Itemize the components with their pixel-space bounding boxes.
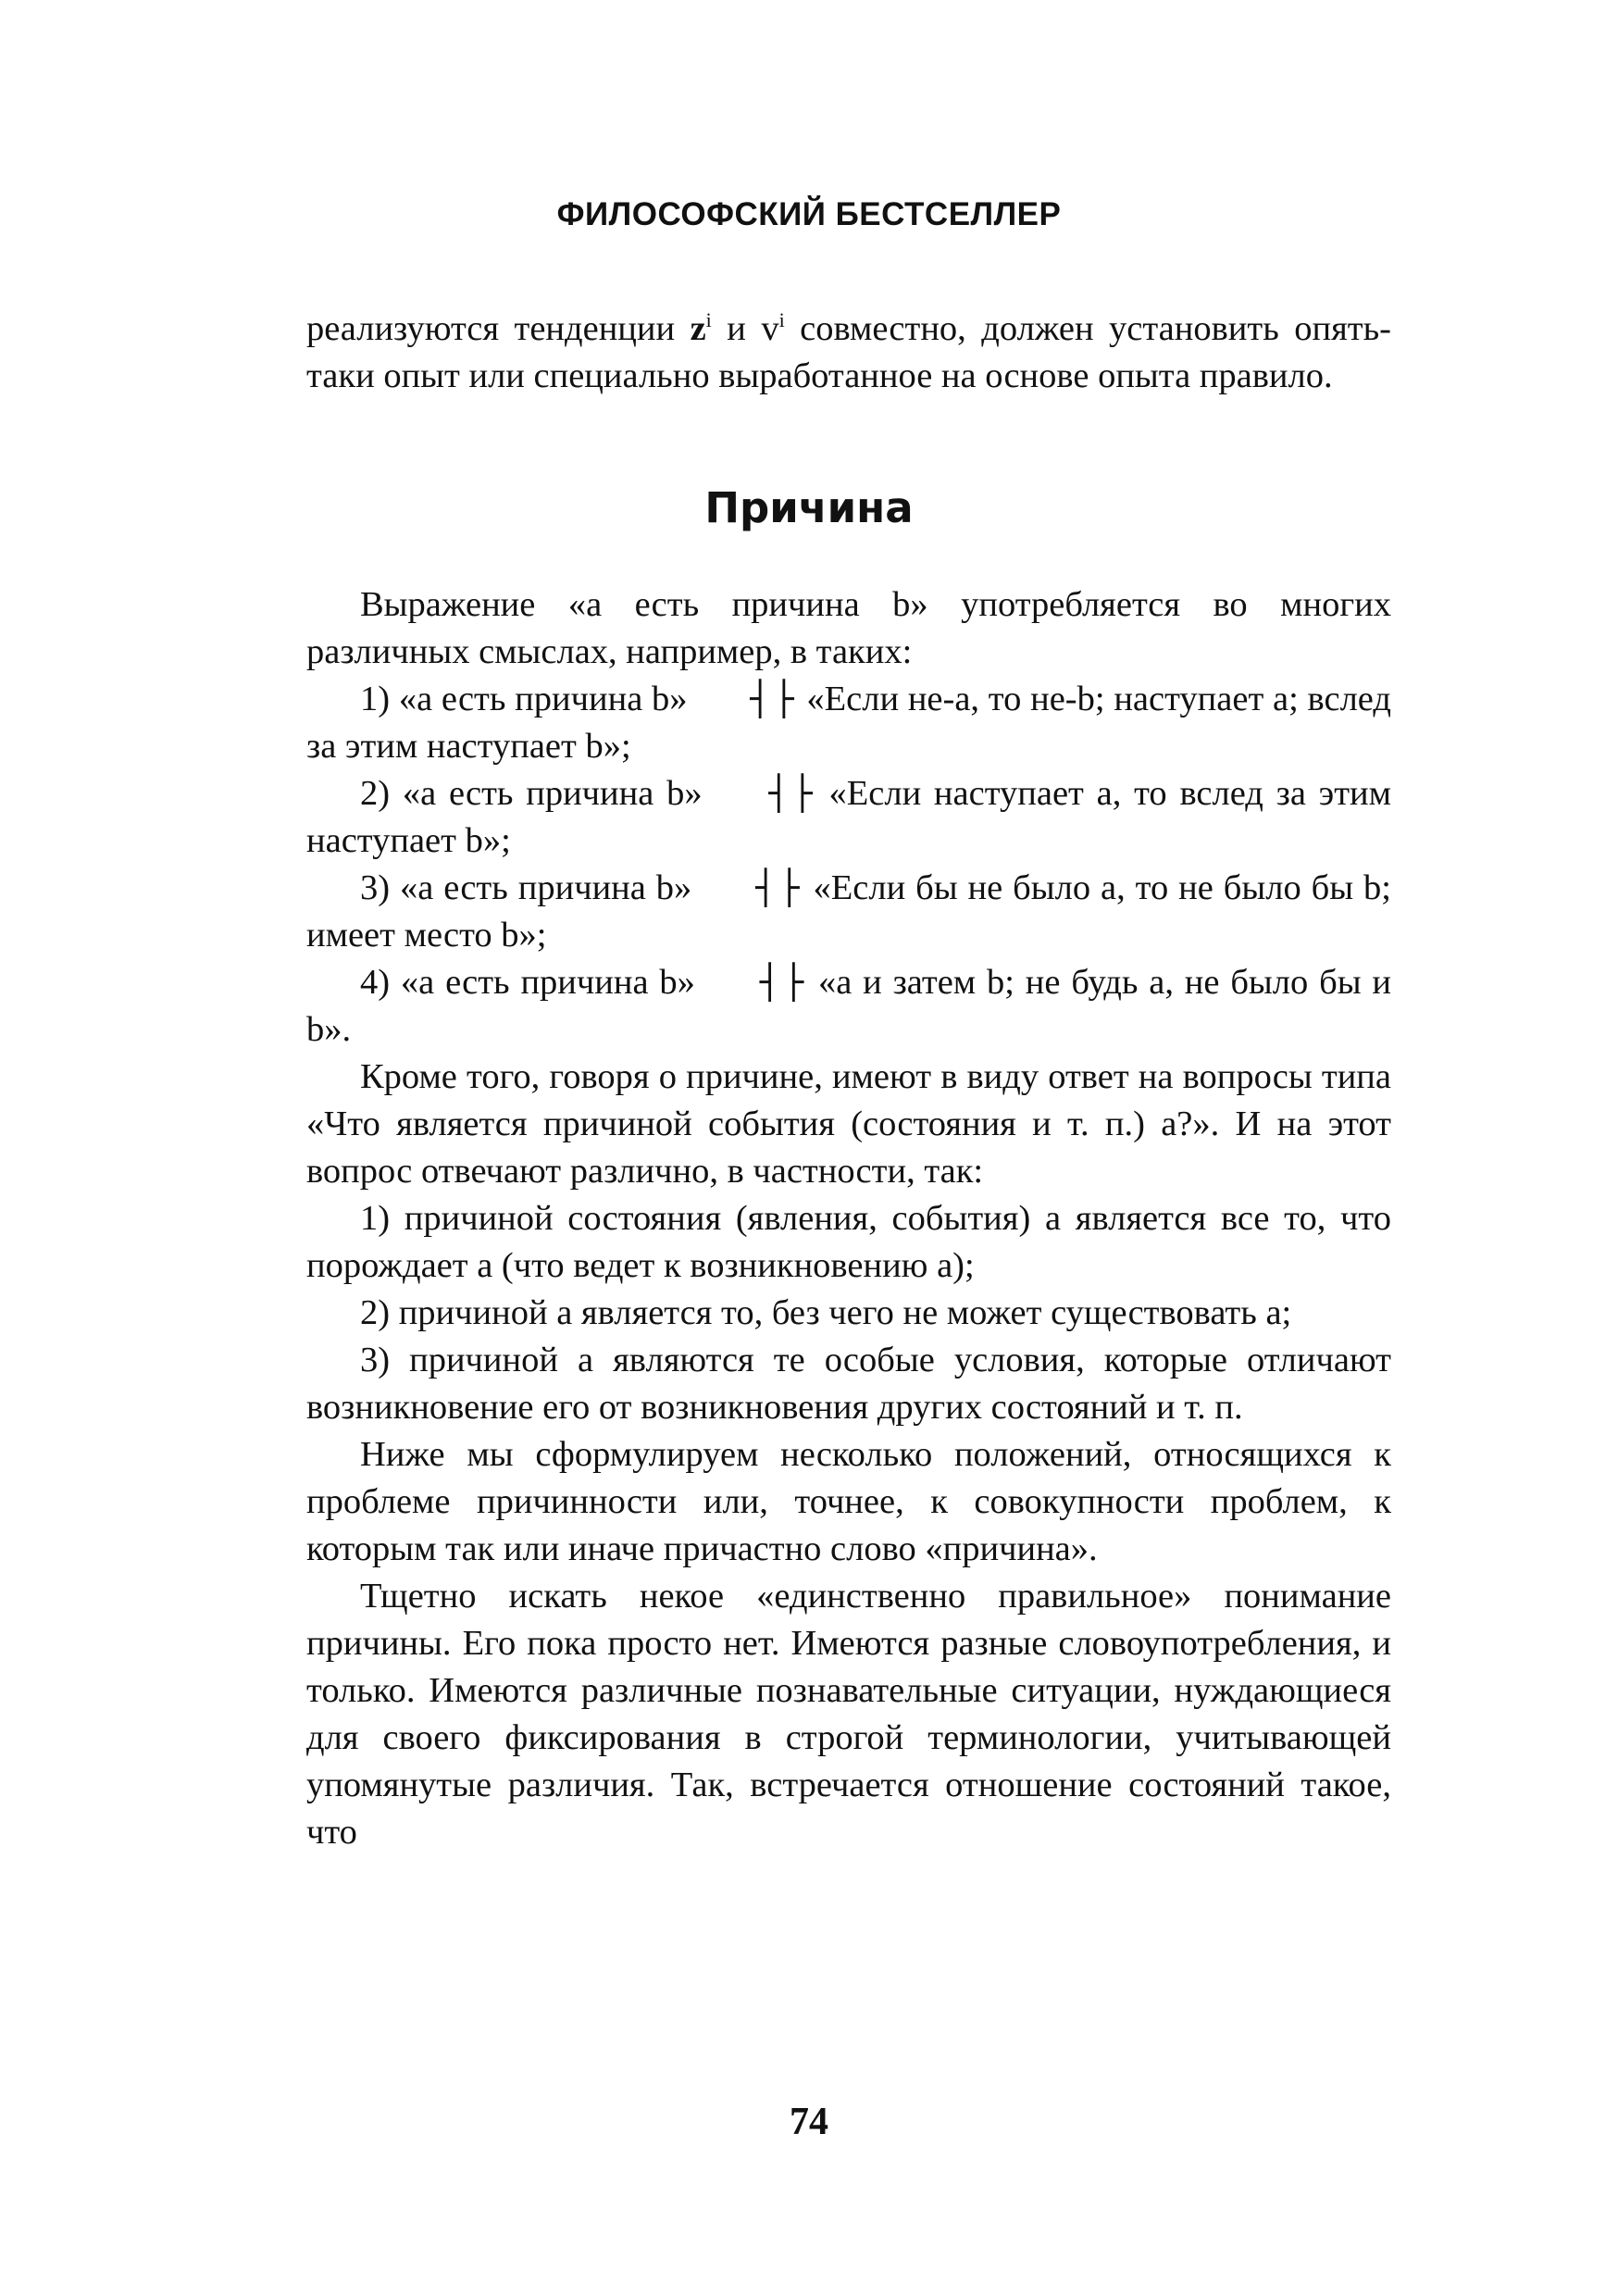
meaning-rhs: «Если наступает а, то вслед за этим наступает b»; bbox=[306, 774, 1392, 860]
meaning-number: 1) bbox=[360, 680, 391, 718]
superscript-z: i bbox=[705, 308, 712, 332]
meaning-lhs: «а есть причина b» bbox=[400, 963, 695, 1002]
meaning-number: 4) bbox=[360, 963, 391, 1002]
intro-paragraph: Выражение «а есть причина b» употребляется во многих различных смыслах, например, в таких: bbox=[306, 585, 1391, 671]
meaning-rhs: «Если не-а, то не-b; наступает а; вслед за этим наступает b»; bbox=[306, 680, 1391, 766]
answer-item-2: 2) причиной а является то, без чего не может существовать а; bbox=[360, 1293, 1292, 1332]
meaning-lhs: «а есть причина b» bbox=[398, 680, 688, 718]
meaning-item-3 bbox=[306, 865, 1391, 959]
page-number: 74 bbox=[790, 2101, 828, 2143]
top-paragraph-text-2: и bbox=[711, 309, 762, 348]
paragraph-below: Ниже мы сформулируем несколько положений, относящихся к проблеме причинности или, точнее, к совокупности проблем, к которым так или иначе причастно слово «причина». bbox=[306, 1435, 1391, 1568]
meaning-rhs: «а и затем b; не будь а, не было бы и b». bbox=[306, 963, 1391, 1049]
variable-v: v bbox=[761, 309, 779, 348]
top-paragraph-text-3: совместно, должен установить опять-таки опыт или специально выработанное на основе опыта правило. bbox=[306, 309, 1392, 395]
meaning-item-4 bbox=[306, 959, 1391, 1054]
running-head: ФИЛОСОФСКИЙ БЕСТСЕЛЛЕР bbox=[556, 196, 1062, 232]
equivalence-symbol: ┤├ bbox=[768, 775, 816, 813]
meaning-item-2 bbox=[306, 770, 1391, 865]
meaning-rhs: «Если бы не было а, то не было бы b; имеет место b»; bbox=[306, 868, 1391, 955]
top-paragraph bbox=[306, 306, 1391, 400]
equivalence-symbol: ┤├ bbox=[750, 680, 798, 718]
equivalence-symbol: ┤├ bbox=[759, 964, 808, 1002]
questions-paragraph: Кроме того, говоря о причине, имеют в виду ответ на вопросы типа «Что является причиной события (состояния и т. п.) а?». И на этот вопрос отвечают различно, в частности, так: bbox=[306, 1057, 1391, 1191]
section-heading: Причина bbox=[704, 483, 914, 532]
meaning-number: 3) bbox=[360, 868, 391, 907]
equivalence-symbol: ┤├ bbox=[755, 869, 803, 907]
paragraph-last: Тщетно искать некое «единственно правильное» понимание причины. Его пока просто нет. Имеются разные словоупотребления, и только. Имеются различные познавательные ситуации, нуждающиеся для своего фиксирования в строгой терминологии, учитывающей упомянутые различия. Так, встречается отношение состояний такое, что bbox=[306, 1577, 1391, 1852]
answer-item-3: 3) причиной а являются те особые условия, которые отличают возникновение его от возникновения других состояний и т. п. bbox=[306, 1341, 1391, 1427]
meaning-item-1 bbox=[306, 676, 1391, 770]
main-text-block bbox=[306, 581, 1391, 1856]
meaning-lhs: «а есть причина b» bbox=[400, 868, 692, 907]
answer-item-1: 1) причиной состояния (явления, события) а является все то, что порождает а (что ведет к возникновению а); bbox=[306, 1199, 1391, 1285]
top-paragraph-block bbox=[306, 306, 1391, 400]
top-paragraph-text-1: реализуются тенденции bbox=[306, 309, 691, 348]
meaning-lhs: «а есть причина b» bbox=[402, 774, 703, 813]
variable-z: z bbox=[690, 309, 706, 348]
superscript-v: i bbox=[778, 308, 785, 332]
meaning-number: 2) bbox=[360, 774, 391, 813]
